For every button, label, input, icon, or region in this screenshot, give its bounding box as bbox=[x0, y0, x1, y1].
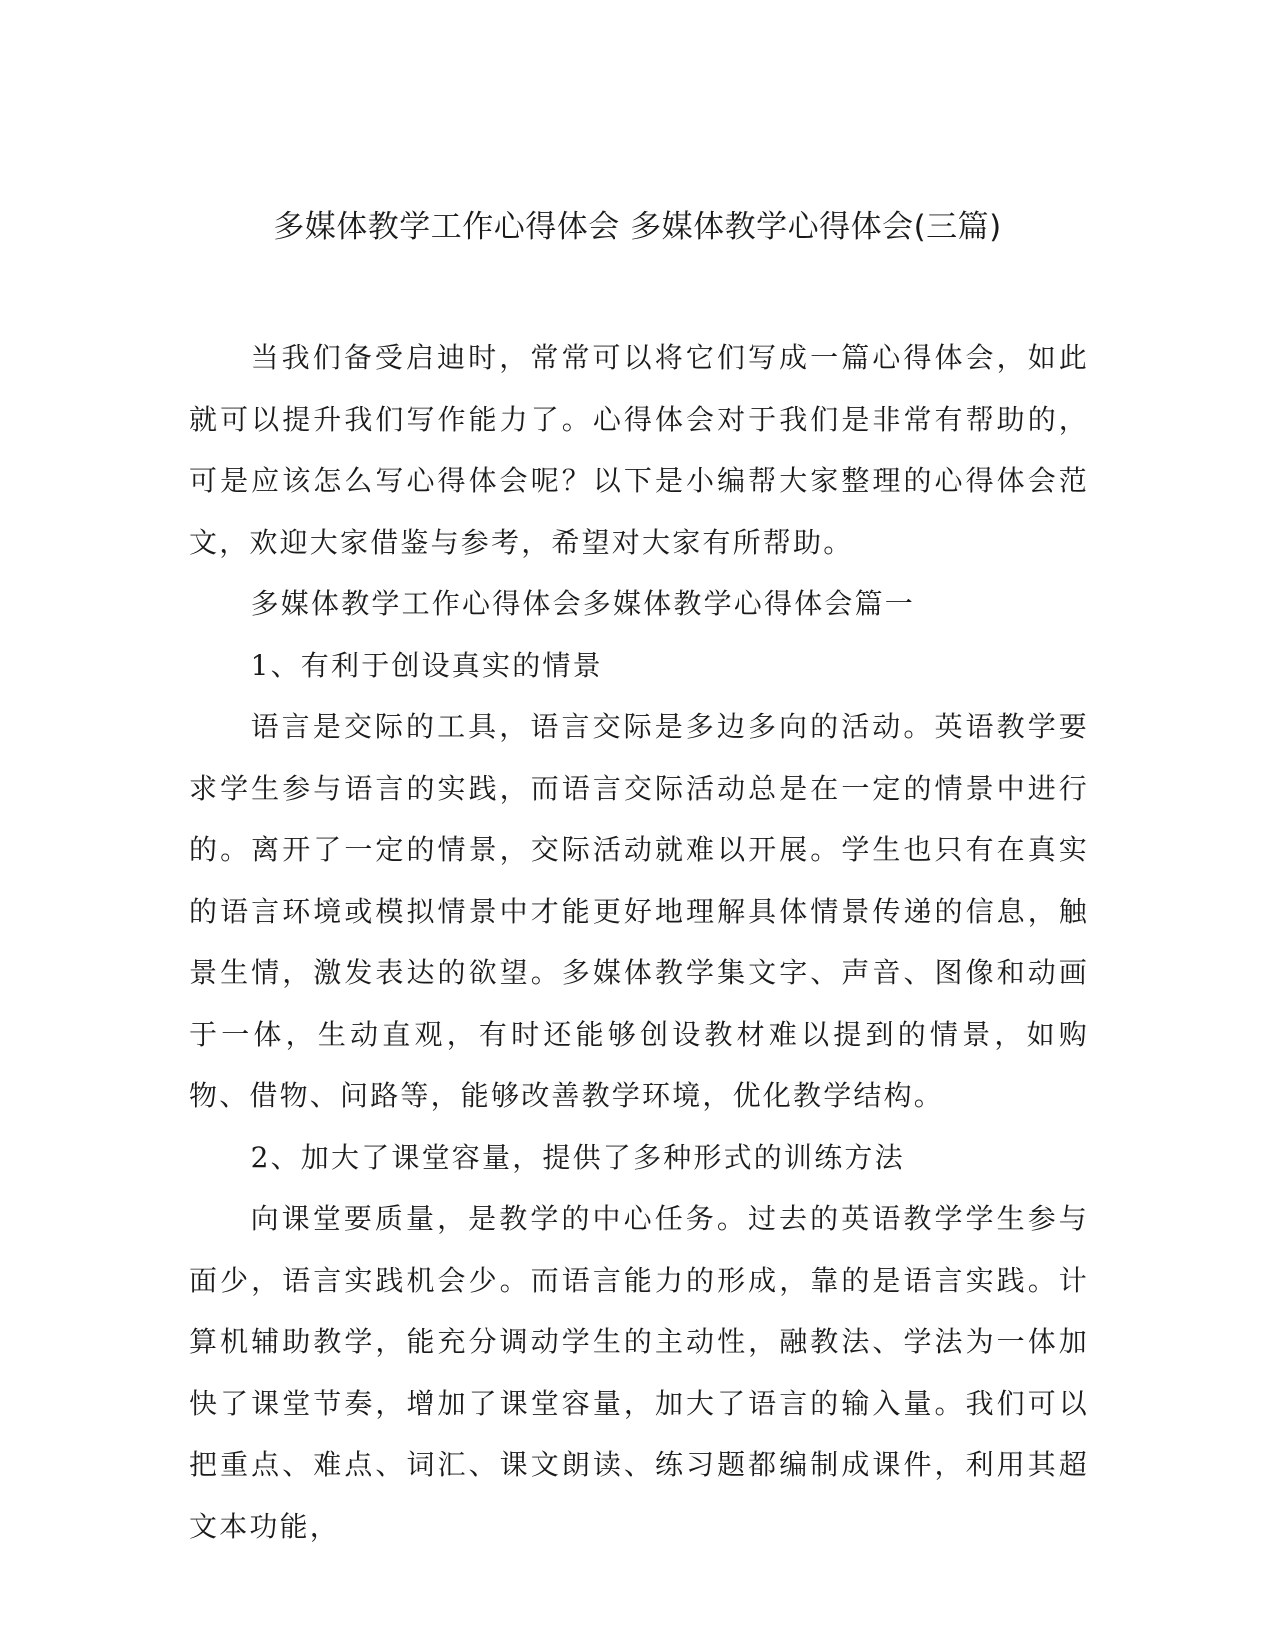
section-heading: 多媒体教学工作心得体会多媒体教学心得体会篇一 bbox=[250, 587, 915, 620]
body-paragraph-2: 向课堂要质量，是教学的中心任务。过去的英语教学学生参与面少，语言实践机会少。而语言能力的形成，靠的是语言实践。计算机辅助教学，能充分调动学生的主动性，融教法、学法为一体加快了课堂节奏，增加了课堂容量，加大了语言的输入量。我们可以把重点、难点、词汇、课文朗读、练习题都编制成课件，利用其超文本功能， bbox=[189, 1202, 1089, 1543]
point-heading-2: 2、加大了课堂容量，提供了多种形式的训练方法 bbox=[250, 1140, 905, 1174]
document-title: 多媒体教学工作心得体会 多媒体教学心得体会(三篇) bbox=[273, 209, 1002, 245]
point-heading-1: 1、有利于创设真实的情景 bbox=[250, 648, 603, 682]
body-paragraph-1: 语言是交际的工具，语言交际是多边多向的活动。英语教学要求学生参与语言的实践，而语言交际活动总是在一定的情景中进行的。离开了一定的情景，交际活动就难以开展。学生也只有在真实的语言环境或模拟情景中才能更好地理解具体情景传递的信息，触景生情，激发表达的欲望。多媒体教学集文字、声音、图像和动画于一体，生动直观，有时还能够创设教材难以提到的情景，如购物、借物、问路等，能够改善教学环境，优化教学结构。 bbox=[189, 710, 1089, 1112]
document-body bbox=[189, 327, 1089, 1557]
intro-paragraph: 当我们备受启迪时，常常可以将它们写成一篇心得体会，如此就可以提升我们写作能力了。心得体会对于我们是非常有帮助的，可是应该怎么写心得体会呢？以下是小编帮大家整理的心得体会范文，欢迎大家借鉴与参考，希望对大家有所帮助。 bbox=[189, 341, 1089, 559]
